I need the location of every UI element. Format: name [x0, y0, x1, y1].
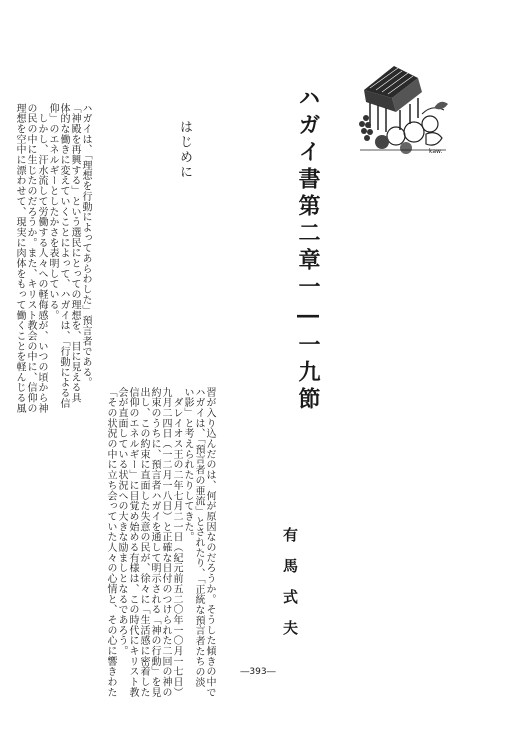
body-line: 会が直面している状況への大きな励ましとなるであろう。: [116, 387, 127, 657]
body-line: ダレイオス王の二年七月二一日（紀元前五二〇年一〇月一七日）: [171, 387, 182, 698]
body-line: 習が入り込んだのは、何が原因なのだろうか。そうした傾きの中で: [204, 387, 215, 698]
body-line: 「神殿を再興する」という選民にとっての理想を、目に見える具: [69, 103, 80, 404]
body-line: 九月二四日（一二月一八日）と正確な日付のつけられた二回の神の: [160, 387, 171, 698]
page-number: ―393―: [240, 667, 276, 677]
body-line: しかし、汗水流して労働する人々への軽侮感が、いつの頃から神: [36, 103, 47, 414]
author-name: 有馬式夫: [281, 527, 299, 651]
page-title: ハガイ書第二章一―一九節: [295, 86, 321, 414]
body-line: 出し、この約束に直面した失意の民が、徐々に「生活感に密着した: [138, 387, 149, 698]
body-line: 仰」のエネルギーとしたかさを表明している。: [47, 103, 58, 321]
body-line: い影」と考えられたりしてきた。: [182, 387, 193, 543]
artist-signature: kaw.: [429, 148, 443, 155]
body-line: 約束のうちに、預言者ハガイを通して明示される「神の行動」を見: [149, 387, 160, 698]
body-line: 体的な働きに変えていくことによって、ハガイは、「行動による信: [58, 103, 69, 409]
temple-fruit-drawing: [356, 58, 456, 158]
body-line: 理想を空中に漂わせて、現実に肉体をもって働くことを軽んじる風: [14, 103, 25, 414]
body-line: 信仰のエネルギー」に目覚め始める有様は、この時代にキリスト教: [127, 387, 138, 698]
body-line: ハガイは、「預言者の亜流」とされたり、「正統な預言者たちの淡: [193, 387, 204, 688]
body-line: 「その状況の中に立ち会っていた人々の心情と、その心に響きわた: [105, 387, 116, 698]
body-line: ハガイは、「理想を行動によってあらわした」預言者である。: [80, 103, 91, 388]
section-heading: はじめに: [177, 120, 192, 180]
title-illustration: [356, 58, 456, 158]
body-line: の民の中に生じたのだろうか。また、キリスト教会の中に、信仰の: [25, 103, 36, 414]
